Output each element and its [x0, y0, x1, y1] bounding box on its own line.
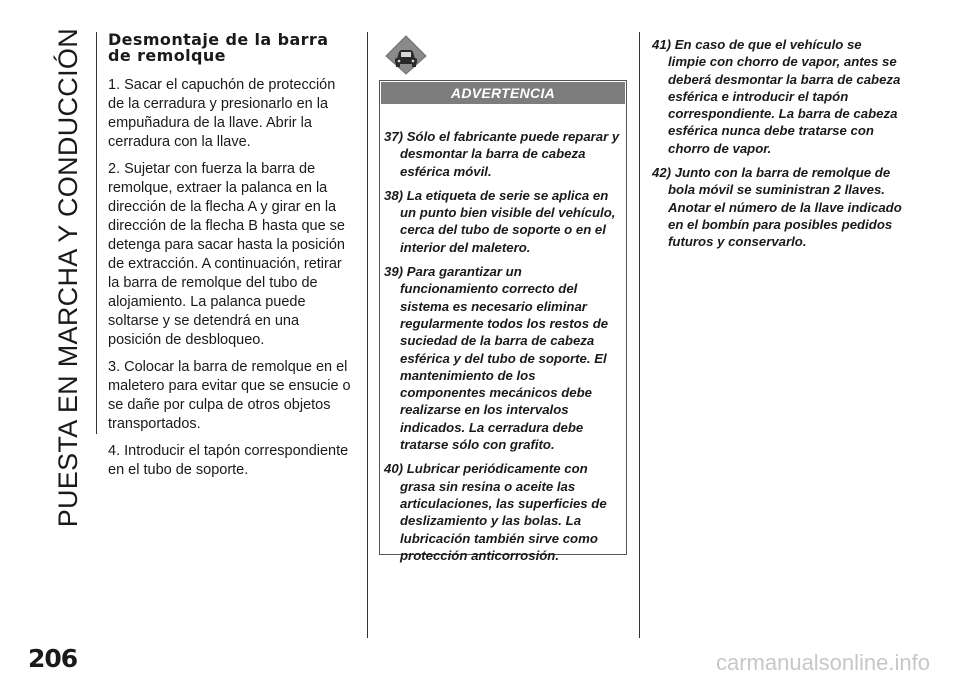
chapter-side-title [48, 28, 88, 528]
warning-note: 38) La etiqueta de serie se aplica en un punto bien visible del vehículo, cerca del tubo de soporte o en el interior del maletero. [384, 187, 616, 255]
car-warning-icon [384, 34, 428, 76]
section-heading-line-2: de remolque [108, 46, 226, 65]
main-text-column [108, 32, 354, 488]
warning-note: 42) Junto con la barra de remolque de bola móvil se suministran 2 llaves. Anotar el número de la llave indicado en el bombín para posibles pedidos futuros y conservarlo. [652, 165, 902, 250]
warning-header: ADVERTENCIA [381, 82, 625, 104]
warning-note: 40) Lubricar periódicamente con grasa sin resina o aceite las articulaciones, las superficies de deslizamiento y las bolas. La lubricación también sirve como protección anticorrosión. [384, 461, 607, 563]
step-paragraph: 2. Sujetar con fuerza la barra de remolque, extraer la palanca en la dirección de la flecha A y girar en la dirección de la flecha B hasta que se detenga para sacar hasta la posición de extracción. A continuación, retirar la barra de remolque del tubo de alojamiento. La palanca puede soltarse y se detendrá en una posición de desbloqueo. [108, 161, 345, 348]
section-heading [108, 32, 354, 64]
step-paragraph: 4. Introducir el tapón correspondiente en el tubo de soporte. [108, 443, 349, 478]
column-divider-2 [639, 32, 640, 638]
step-paragraph: 1. Sacar el capuchón de protección de la cerradura y presionarlo en la empuñadura de la llave. Abrir la cerradura con la llave. [108, 77, 336, 150]
continued-notes-column [652, 36, 902, 258]
step-paragraph: 3. Colocar la barra de remolque en el maletero para evitar que se ensucie o se dañe por culpa de otros objetos transportados. [108, 359, 351, 432]
chapter-title-text: PUESTA EN MARCHA Y CONDUCCIÓN [52, 28, 83, 528]
column-divider-1 [367, 32, 368, 638]
page-number: 206 [28, 644, 78, 673]
section-heading-line-1: Desmontaje de la barra [108, 30, 329, 49]
warning-note: 39) Para garantizar un funcionamiento correcto del sistema es necesario eliminar regularmente todos los restos de suciedad de la barra de cabeza esférica y del tubo de soporte. El mantenimiento de los componentes mecánicos debe realizarse en los intervalos indicados. La cerradura debe tratarse sólo con grafito. [384, 264, 609, 453]
margin-divider-left [96, 32, 97, 434]
watermark: carmanualsonline.info [715, 650, 930, 675]
warning-note: 37) Sólo el fabricante puede reparar y desmontar la barra de cabeza esférica móvil. [384, 129, 620, 179]
warning-notes-list [380, 105, 626, 564]
warning-note: 41) En caso de que el vehículo se limpie con chorro de vapor, antes se deberá desmontar la barra de cabeza esférica e introducir el tapón correspondiente. La barra de cabeza esférica nunca debe tratarse con chorro de vapor. [652, 37, 901, 156]
warning-box [379, 80, 627, 563]
